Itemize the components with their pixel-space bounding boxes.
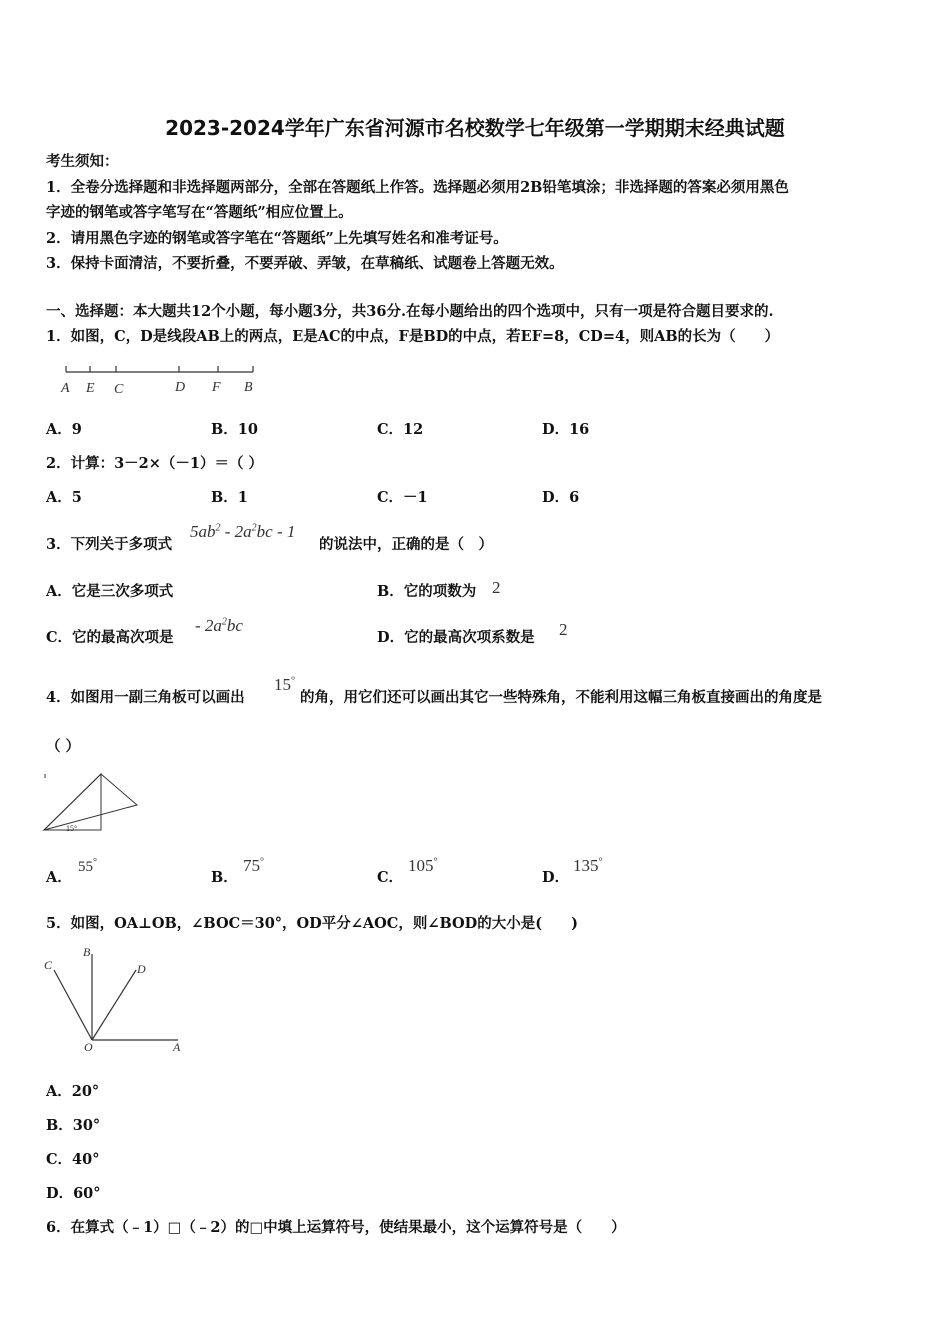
- label-b: B: [244, 380, 253, 395]
- notice-item-1-line-1: 1．全卷分选择题和非选择题两部分，全部在答题纸上作答。选择题必须用2B铅笔填涂；非选择题的答案必须用黑色: [46, 179, 789, 196]
- q3-option-c-term: - $2a^2bc$: [195, 616, 243, 635]
- notice-item-2: 2．请用黑色字迹的钢笔或答字笔在“答题纸”上先填写姓名和准考证号。: [46, 230, 508, 247]
- label-d: D: [137, 962, 146, 976]
- q4-option-d[interactable]: D．: [542, 869, 570, 886]
- question-5-stem: 5．如图，OA⊥OB，∠BOC＝30°，OD平分∠AOC，则∠BOD的大小是( ): [46, 915, 578, 932]
- q4-option-b[interactable]: B．: [211, 869, 238, 886]
- label-e: E: [86, 381, 95, 396]
- q3-option-b-value: 2: [492, 578, 501, 597]
- question-6-stem: 6．在算式（﹣1）□（﹣2）的□中填上运算符号，使结果最小，这个运算符号是（ ）: [46, 1219, 626, 1236]
- q4-angle-number: 15: [274, 675, 291, 694]
- q4-option-d-number: 135: [573, 856, 599, 875]
- q4-option-b-number: 75: [243, 856, 260, 875]
- label-o: O: [84, 1040, 93, 1054]
- label-c: C: [44, 958, 53, 972]
- label-b: B: [83, 945, 91, 959]
- notice-item-3: 3．保持卡面清洁，不要折叠，不要弄破、弄皱，在草稿纸、试题卷上答题无效。: [46, 255, 564, 272]
- q2-option-d[interactable]: D．6: [542, 489, 580, 506]
- triangle-30-60: [44, 774, 137, 830]
- label-d: D: [175, 380, 186, 395]
- page-title: 2023-2024学年广东省河源市名校数学七年级第一学期期末经典试题: [165, 116, 785, 140]
- q4-option-b-value: 75°: [243, 856, 264, 875]
- question-3-stem-end: 的说法中，正确的是（ ）: [319, 536, 493, 553]
- q5-option-a[interactable]: A．20°: [46, 1083, 100, 1100]
- notice-item-1-line-2: 字迹的钢笔或答字笔写在“答题纸”相应位置上。: [46, 204, 353, 221]
- label-f: F: [212, 380, 221, 395]
- angle-label-15: 15°: [66, 824, 78, 833]
- label-c: C: [114, 382, 124, 397]
- label-a: A: [61, 381, 70, 396]
- q4-option-c-number: 105: [408, 856, 434, 875]
- q2-option-a[interactable]: A．5: [46, 489, 82, 506]
- q3-option-c[interactable]: C．它的最高次项是: [46, 629, 174, 646]
- label-a: A: [173, 1040, 181, 1054]
- q1-option-b[interactable]: B．10: [211, 421, 258, 438]
- q4-triangle-figure: [40, 770, 150, 840]
- q1-segment-figure: [58, 360, 268, 400]
- q5-option-d[interactable]: D．60°: [46, 1185, 101, 1202]
- q3-option-d[interactable]: D．它的最高次项系数是: [377, 629, 535, 646]
- ray-od: [92, 970, 136, 1040]
- q3-polynomial: $5ab^2 - 2a^2bc - 1$: [190, 522, 296, 541]
- question-3-stem-start: 3．下列关于多项式: [46, 536, 173, 553]
- q1-option-c[interactable]: C．12: [377, 421, 424, 438]
- section-heading: 一、选择题：本大题共12个小题，每小题3分，共36分.在每小题给出的四个选项中，只有一项是符合题目要求的.: [46, 303, 774, 320]
- q1-option-a[interactable]: A．9: [46, 421, 82, 438]
- question-4-stem-end: 的角，用它们还可以画出其它一些特殊角，不能利用这幅三角板直接画出的角度是: [300, 689, 822, 706]
- ray-oc: [54, 970, 92, 1040]
- question-4-stem-start: 4．如图用一副三角板可以画出: [46, 689, 245, 706]
- q2-option-c[interactable]: C．－1: [377, 489, 428, 506]
- q5-option-c[interactable]: C．40°: [46, 1151, 100, 1168]
- triangle-45: [44, 774, 101, 830]
- question-2-stem: 2．计算：3－2×（－1）＝（ ）: [46, 455, 264, 472]
- q3-option-d-value: 2: [559, 620, 568, 639]
- q1-option-d[interactable]: D．16: [542, 421, 590, 438]
- question-1-stem: 1．如图，C，D是线段AB上的两点，E是AC的中点，F是BD的中点，若EF=8，CD=4，则AB的长为（ ）: [46, 328, 780, 345]
- q4-option-d-value: 135°: [573, 856, 603, 875]
- q4-option-a-value: 55°: [78, 857, 97, 875]
- q2-option-b[interactable]: B．1: [211, 489, 248, 506]
- q4-option-a-number: 55: [78, 859, 93, 875]
- q4-angle-value: 15°: [274, 675, 295, 694]
- q5-angle-figure: [40, 940, 190, 1055]
- q4-option-c[interactable]: C．: [377, 869, 404, 886]
- q3-option-a[interactable]: A．它是三次多项式: [46, 583, 174, 600]
- q4-option-c-value: 105°: [408, 856, 438, 875]
- q4-option-a[interactable]: A．: [46, 869, 72, 886]
- question-4-paren: （ ）: [46, 738, 81, 755]
- q5-option-b[interactable]: B．30°: [46, 1117, 101, 1134]
- q3-option-b[interactable]: B．它的项数为: [377, 583, 477, 600]
- notice-heading: 考生须知：: [46, 153, 119, 170]
